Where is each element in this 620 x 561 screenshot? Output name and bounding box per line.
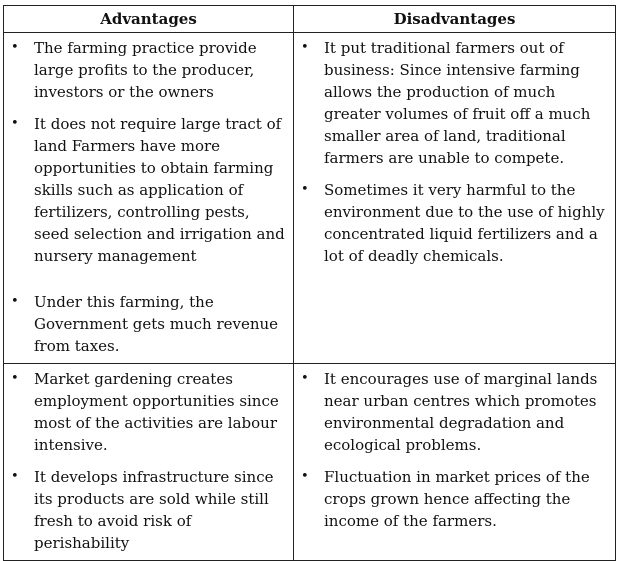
list-item [298,466,611,532]
disadvantages-list [298,37,611,267]
list-item-text: Sometimes it very harmful to the environment due to the use of highly concentrated liquid fertilizers and a lot of deadly chemicals. [324,181,605,265]
list-item-text: Market gardening creates employment opportunities since most of the activities are labour intensive. [34,370,279,454]
bullet-icon: • [301,182,309,197]
list-item-text: It does not require large tract of land Farmers have more opportunities to obtain farming skills such as application of fertilizers, controlling pests, seed selection and irrigation and nursery management [34,115,285,265]
list-item [298,179,611,267]
header-disadvantages: Disadvantages [294,6,616,33]
list-item-text: It encourages use of marginal lands near urban centres which promotes environmental degradation and ecological problems. [324,370,598,454]
advantages-cell [4,33,294,364]
list-item-text: It put traditional farmers out of business: Since intensive farming allows the production of much greater volumes of fruit off a much smaller area of land, traditional farmers are unable to compete. [324,39,591,167]
bullet-icon: • [11,469,19,484]
list-item [298,37,611,169]
advantages-cell [4,364,294,561]
disadvantages-cell [294,33,616,364]
advantages-list [8,368,289,554]
header-advantages: Advantages [4,6,294,33]
advantages-list [8,37,289,357]
table-row [4,33,616,364]
list-item-text: Fluctuation in market prices of the crops grown hence affecting the income of the farmers. [324,468,590,530]
advantages-disadvantages-table [3,5,616,561]
bullet-icon: • [301,40,309,55]
comparison-table-container [3,5,615,561]
list-item [8,113,289,267]
list-item-text: Under this farming, the Government gets much revenue from taxes. [34,293,279,355]
list-item [298,368,611,456]
table-header-row [4,6,616,33]
list-item-text: It develops infrastructure since its products are sold while still fresh to avoid risk of perishability [34,468,274,552]
list-item [8,368,289,456]
list-item [8,37,289,103]
list-item-text: The farming practice provide large profits to the producer, investors or the owners [34,39,257,101]
list-item [8,466,289,554]
bullet-icon: • [11,371,19,386]
disadvantages-list [298,368,611,532]
bullet-icon: • [11,40,19,55]
bullet-icon: • [11,294,19,309]
bullet-icon: • [11,116,19,131]
bullet-icon: • [301,371,309,386]
bullet-icon: • [301,469,309,484]
disadvantages-cell [294,364,616,561]
table-row [4,364,616,561]
list-item [8,291,289,357]
